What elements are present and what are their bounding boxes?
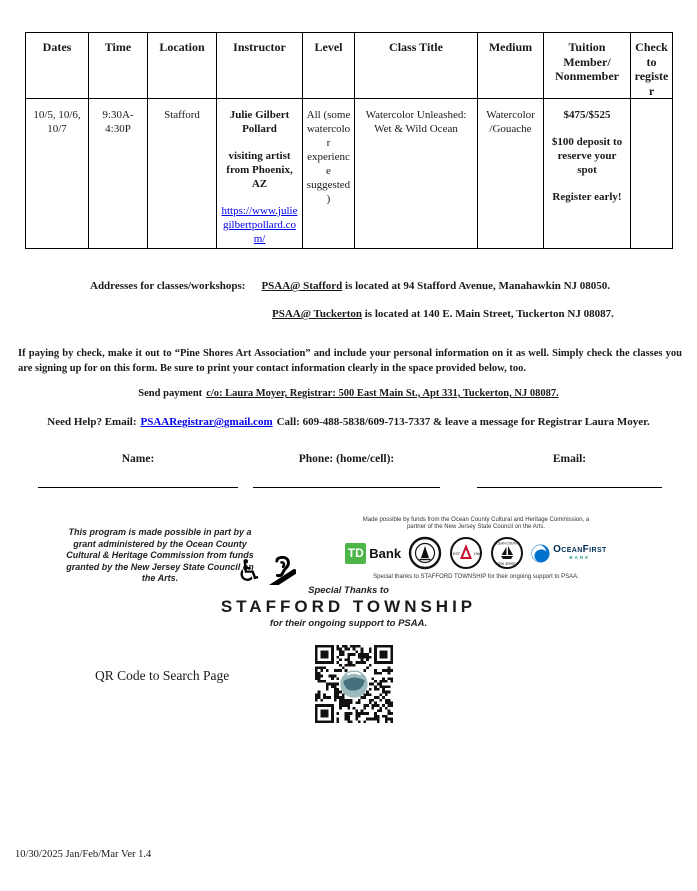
wheelchair-icon: ♿ [236, 553, 263, 589]
oceanfirst-wordmark: OceanFirst [553, 544, 607, 556]
heritage-commission-seal [408, 536, 442, 570]
version-footer: 10/30/2025 Jan/Feb/Mar Ver 1.4 [15, 849, 152, 860]
header-medium: Medium [478, 33, 544, 99]
stafford-township-name: STAFFORD TOWNSHIP [220, 597, 477, 616]
instructor-website-link[interactable]: https://www.juliegilbertpollard.com/ [221, 205, 298, 245]
header-class-title: Class Title [355, 33, 478, 99]
cell-medium: Watercolor /Gouache [478, 99, 544, 249]
need-help-suffix: Call: 609-488-5838/609-713-7337 & leave a message for Registrar Laura Moyer. [276, 416, 650, 428]
td-logo-square: TD [345, 543, 366, 564]
check-payment-instructions: If paying by check, make it out to “Pine Shores Art Association” and include your personal information on it as well. Simply check the classes you are signing up for on this form. Be sure to print your contact information clearly in the space provided below, too. [18, 348, 682, 374]
special-thanks-intro: Special Thanks to [308, 585, 389, 596]
sponsor-logo-row [347, 535, 607, 571]
cell-time: 9:30A-4:30P [89, 99, 148, 249]
ocean-county-seal [490, 536, 524, 570]
tuckerton-address-line [272, 307, 697, 321]
oceanfirst-bank-label: BANK [569, 555, 591, 561]
tuition-price: $475/$525 [563, 109, 611, 121]
email-field[interactable] [477, 487, 662, 488]
svg-text:1966: 1966 [473, 552, 482, 556]
svg-text:OCEAN COUNTY: OCEAN COUNTY [494, 541, 520, 546]
qr-code-label: QR Code to Search Page [95, 668, 230, 683]
contact-fields-section [0, 453, 697, 498]
header-instructor: Instructor [217, 33, 303, 99]
header-location: Location [148, 33, 217, 99]
header-time: Time [89, 33, 148, 99]
cell-tuition [544, 99, 631, 249]
sponsor-logos-block [347, 517, 607, 581]
special-thanks-outro: for their ongoing support to PSAA. [269, 618, 428, 629]
instructor-description: visiting artist from Phoenix, AZ [226, 150, 293, 190]
cell-dates: 10/5, 10/6, 10/7 [26, 99, 89, 249]
stafford-address-text: is located at 94 Stafford Avenue, Manahawkin NJ 08050. [342, 280, 611, 292]
svg-text:EST.: EST. [453, 552, 461, 556]
svg-text:NEW JERSEY: NEW JERSEY [496, 562, 518, 566]
email-label: Email: [552, 453, 587, 465]
psaa-tuckerton-name: PSAA@ Tuckerton [272, 308, 362, 320]
nj-state-arts-council-seal [449, 536, 483, 570]
tuckerton-address-text: is located at 140 E. Main Street, Tuckerton NJ 08087. [362, 308, 614, 320]
addresses-section [0, 279, 697, 321]
cell-check-to-register[interactable] [631, 99, 673, 249]
logos-subcaption: Special thanks to STAFFORD TOWNSHIP for their ongoing support to PSAA. [373, 574, 579, 580]
need-help-prefix: Need Help? Email: [47, 416, 137, 428]
cell-location: Stafford [148, 99, 217, 249]
header-row [26, 33, 673, 99]
class-schedule-table [25, 32, 673, 249]
psaa-stafford-name: PSAA@ Stafford [261, 280, 343, 292]
phone-label: Phone: (home/cell): [298, 453, 395, 465]
header-level: Level [303, 33, 355, 99]
class-row [26, 99, 673, 249]
funds-caption: Made possible by funds from the Ocean County Cultural and Heritage Commission, a partner of the New Jersey State Council on the Arts. [362, 517, 590, 530]
addresses-label: Addresses for classes/workshops: [90, 280, 246, 292]
special-thanks-block [0, 585, 697, 629]
td-bank-logo [345, 543, 401, 564]
send-payment-line [0, 388, 697, 399]
oceanfirst-globe-icon [531, 544, 550, 563]
need-help-line [0, 416, 697, 428]
registrar-mailing-address: c/o: Laura Moyer, Registrar: 500 East Main St., Apt 331, Tuckerton, NJ 08087. [206, 388, 559, 399]
td-bank-wordmark: Bank [369, 545, 402, 561]
name-label: Name: [121, 453, 155, 465]
tuition-deposit: $100 deposit to reserve your spot [551, 136, 623, 176]
tuition-note: Register early! [552, 191, 622, 203]
send-payment-prefix: Send payment [138, 388, 203, 399]
name-field[interactable] [38, 487, 238, 488]
header-tuition: Tuition Member/ Nonmember [544, 33, 631, 99]
instructor-name: Julie Gilbert Pollard [229, 109, 290, 135]
header-check-to-register: Check to register [631, 33, 673, 99]
cell-level: All (some watercolor experience suggested) [303, 99, 355, 249]
registrar-email-link[interactable]: PSAARegistrar@gmail.com [140, 416, 273, 428]
qr-code [315, 645, 393, 723]
stafford-address-line [90, 279, 697, 293]
header-dates: Dates [26, 33, 89, 99]
sponsors-section [0, 515, 697, 645]
oceanfirst-bank-logo [531, 544, 607, 563]
cell-class-title: Watercolor Unleashed: Wet & Wild Ocean [355, 99, 478, 249]
cell-instructor [217, 99, 303, 249]
grant-statement: This program is made possible in part by a grant administered by the Ocean County Cultural & Heritage Commission from funds granted by the New Jersey State Council on the Arts. [66, 527, 254, 583]
phone-field[interactable] [253, 487, 440, 488]
